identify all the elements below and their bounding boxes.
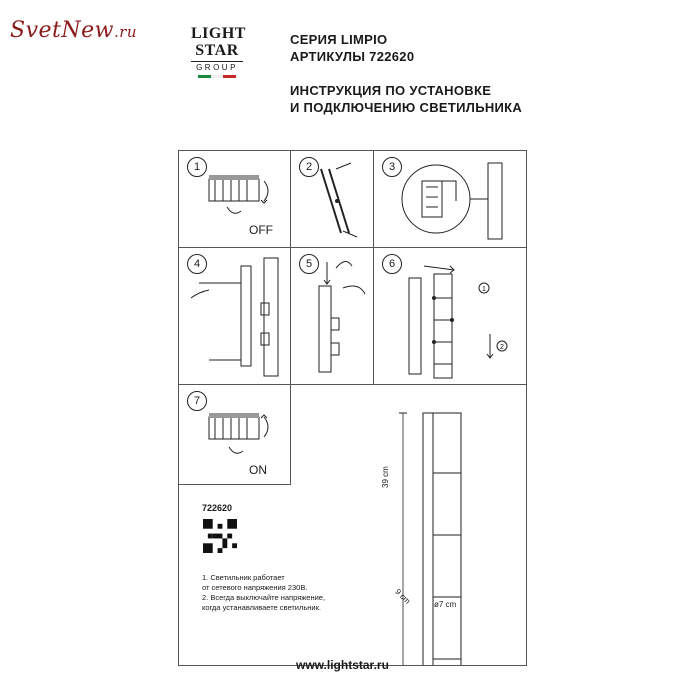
height-dimension: 39 cm xyxy=(381,466,390,488)
series-title: СЕРИЯ LIMPIO xyxy=(290,32,388,47)
article-number: 722620 xyxy=(202,503,233,513)
step-6-panel xyxy=(374,248,526,385)
logo-line-3: GROUP xyxy=(191,61,243,72)
note-line-3: 2. Всегда выключайте напряжение, xyxy=(202,593,326,602)
logo-line-2: STAR xyxy=(195,42,239,59)
breaker-off-icon xyxy=(179,151,291,248)
breaker-on-icon xyxy=(179,385,291,485)
article-title: АРТИКУЛЫ 722620 xyxy=(290,49,415,64)
step-5-panel xyxy=(291,248,374,385)
instruction-title-line-1: ИНСТРУКЦИЯ ПО УСТАНОВКЕ xyxy=(290,83,492,98)
depth-dimension: 9 cm xyxy=(393,587,412,606)
step-number: 6 xyxy=(382,254,402,274)
step-7-panel xyxy=(179,385,291,485)
step-number: 7 xyxy=(187,391,207,411)
note-line-4: когда устанавливаете светильник. xyxy=(202,603,321,612)
svg-text:1: 1 xyxy=(482,286,486,293)
note-line-2: от сетевого напряжения 230В. xyxy=(202,583,308,592)
step-3-panel xyxy=(374,151,526,248)
diameter-dimension: ø7 cm xyxy=(434,600,457,609)
step-number: 1 xyxy=(187,157,207,177)
lightstar-logo xyxy=(191,25,246,105)
instruction-title-line-2: И ПОДКЛЮЧЕНИЮ СВЕТИЛЬНИКА xyxy=(290,100,523,115)
step-7-caption: ON xyxy=(249,463,267,477)
step-4-panel xyxy=(179,248,291,385)
step-1-panel xyxy=(179,151,291,248)
step-number: 2 xyxy=(299,157,319,177)
step-number: 4 xyxy=(187,254,207,274)
fixture-mount-icon xyxy=(179,248,291,385)
svg-text:2: 2 xyxy=(500,344,504,351)
website-link[interactable]: www.lightstar.ru xyxy=(296,658,389,672)
italian-flag-icon xyxy=(198,75,236,78)
screw-fixing-icon xyxy=(291,248,374,385)
logo-line-1: LIGHT xyxy=(191,25,246,42)
note-line-1: 1. Светильник работает xyxy=(202,573,285,582)
step-number: 5 xyxy=(299,254,319,274)
cover-attach-icon xyxy=(374,248,526,385)
step-1-caption: OFF xyxy=(249,223,273,237)
step-2-panel xyxy=(291,151,374,248)
shop-watermark: SvetNew.ru xyxy=(10,18,138,43)
step-number: 3 xyxy=(382,157,402,177)
safety-notes xyxy=(202,573,362,613)
mounting-plate-icon xyxy=(291,151,374,248)
wiring-detail-icon xyxy=(374,151,526,248)
qr-code-icon xyxy=(203,519,237,553)
